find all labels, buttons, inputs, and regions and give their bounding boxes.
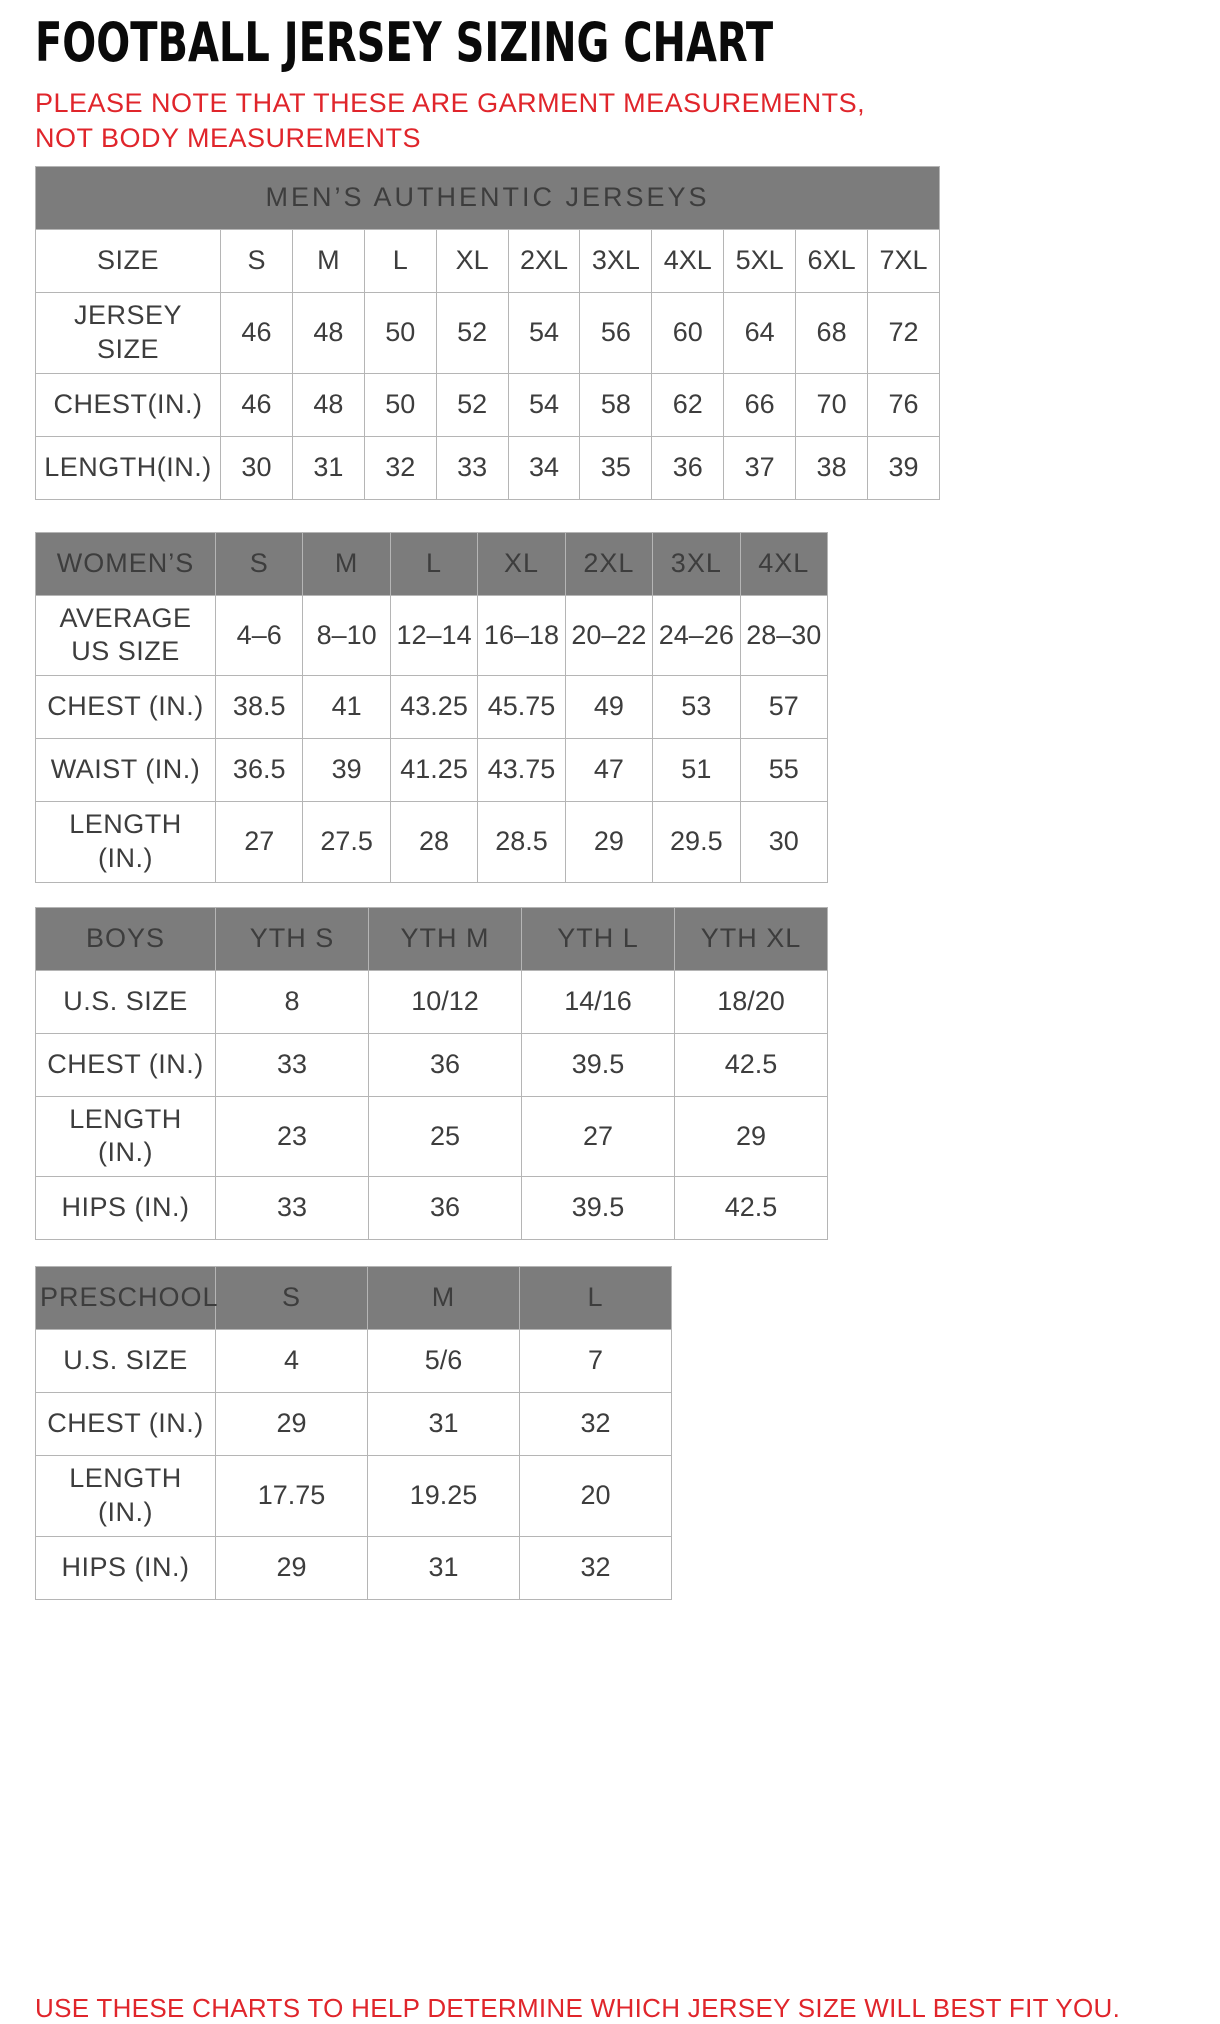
preschool-table-container [35,1266,1185,1600]
table-cell: 42.5 [675,1177,828,1240]
table-cell: 29.5 [653,802,740,883]
table-cell: 29 [216,1393,368,1456]
table-cell: 52 [436,293,508,374]
column-header: S [216,532,303,595]
table-cell: 14/16 [522,970,675,1033]
column-header: L [520,1267,672,1330]
mens-table-container [35,166,1185,500]
table-cell: 27 [522,1096,675,1177]
row-label: CHEST (IN.) [36,1393,216,1456]
table-row [36,1033,828,1096]
table-cell: 54 [508,293,580,374]
table-cell: 39 [303,739,390,802]
column-header: YTH XL [675,907,828,970]
row-label: U.S. SIZE [36,1330,216,1393]
row-label: LENGTH (IN.) [36,1096,216,1177]
table-cell: 33 [436,436,508,499]
table-row [36,230,940,293]
boys-sizing-table [35,907,828,1241]
table-cell: 18/20 [675,970,828,1033]
row-label: LENGTH (IN.) [36,802,216,883]
table-cell: 31 [368,1536,520,1599]
table-cell: 23 [216,1096,369,1177]
table-cell: 30 [740,802,827,883]
column-header: 2XL [565,532,652,595]
table-row [36,373,940,436]
column-header: YTH S [216,907,369,970]
table-cell: 19.25 [368,1456,520,1537]
table-cell: 55 [740,739,827,802]
garment-measurement-note: PLEASE NOTE THAT THESE ARE GARMENT MEASUREMENTS, NOT BODY MEASUREMENTS [35,88,866,154]
table-cell: 29 [565,802,652,883]
table-row [36,1330,672,1393]
table-cell: 16–18 [478,595,565,676]
table-cell: 25 [369,1096,522,1177]
table-row [36,436,940,499]
table-cell: 41.25 [390,739,477,802]
table-row [36,1393,672,1456]
table-cell: 34 [508,436,580,499]
table-cell: 52 [436,373,508,436]
table-cell: 12–14 [390,595,477,676]
table-row [36,802,828,883]
table-cell: 33 [216,1177,369,1240]
table-cell: 2XL [508,230,580,293]
table-cell: 46 [221,293,293,374]
column-header: YTH L [522,907,675,970]
table-cell: 68 [796,293,868,374]
mens-table-title: MEN’S AUTHENTIC JERSEYS [36,167,940,230]
table-cell: 20–22 [565,595,652,676]
table-cell: 31 [292,436,364,499]
row-label: LENGTH (IN.) [36,1456,216,1537]
table-cell: 53 [653,676,740,739]
column-header: S [216,1267,368,1330]
table-cell: 20 [520,1456,672,1537]
table-cell: 3XL [580,230,652,293]
womens-table-container [35,532,1185,883]
table-cell: 17.75 [216,1456,368,1537]
row-label: SIZE [36,230,221,293]
table-cell: 28 [390,802,477,883]
table-cell: 51 [653,739,740,802]
table-cell: 7XL [868,230,940,293]
boys-table-container [35,907,1185,1241]
table-cell: 10/12 [369,970,522,1033]
table-cell: 5/6 [368,1330,520,1393]
table-cell: 43.25 [390,676,477,739]
table-cell: 72 [868,293,940,374]
table-cell: 35 [580,436,652,499]
table-cell: M [292,230,364,293]
page-title: FOOTBALL JERSEY SIZING CHART [35,11,774,74]
table-cell: 27.5 [303,802,390,883]
preschool-table-title: PRESCHOOL [36,1267,216,1330]
table-cell: 42.5 [675,1033,828,1096]
table-cell: L [364,230,436,293]
table-cell: 36.5 [216,739,303,802]
table-cell: 28.5 [478,802,565,883]
table-cell: 31 [368,1393,520,1456]
table-row [36,970,828,1033]
table-cell: 38.5 [216,676,303,739]
table-cell: 54 [508,373,580,436]
row-label: WAIST (IN.) [36,739,216,802]
table-cell: S [221,230,293,293]
table-row [36,739,828,802]
table-cell: 6XL [796,230,868,293]
row-label: LENGTH(IN.) [36,436,221,499]
row-label: AVERAGE US SIZE [36,595,216,676]
row-label: CHEST(IN.) [36,373,221,436]
table-cell: 39 [868,436,940,499]
table-cell: 50 [364,293,436,374]
table-cell: 64 [724,293,796,374]
table-row [36,595,828,676]
table-row [36,1177,828,1240]
column-header: YTH M [369,907,522,970]
table-cell: 29 [675,1096,828,1177]
table-cell: 37 [724,436,796,499]
table-cell: 4XL [652,230,724,293]
table-cell: 49 [565,676,652,739]
table-cell: 29 [216,1536,368,1599]
table-cell: 70 [796,373,868,436]
table-cell: 5XL [724,230,796,293]
table-cell: 62 [652,373,724,436]
table-cell: 7 [520,1330,672,1393]
table-cell: 32 [364,436,436,499]
table-row [36,1536,672,1599]
table-cell: 4–6 [216,595,303,676]
table-cell: 4 [216,1330,368,1393]
table-cell: 8 [216,970,369,1033]
table-cell: 57 [740,676,827,739]
column-header: 4XL [740,532,827,595]
table-cell: 28–30 [740,595,827,676]
table-cell: 56 [580,293,652,374]
row-label: HIPS (IN.) [36,1177,216,1240]
column-header: 3XL [653,532,740,595]
mens-sizing-table [35,166,940,500]
table-cell: 39.5 [522,1177,675,1240]
table-cell: 76 [868,373,940,436]
table-cell: 50 [364,373,436,436]
table-cell: 41 [303,676,390,739]
table-cell: 30 [221,436,293,499]
table-cell: XL [436,230,508,293]
table-cell: 39.5 [522,1033,675,1096]
table-cell: 32 [520,1536,672,1599]
table-cell: 38 [796,436,868,499]
table-cell: 60 [652,293,724,374]
table-cell: 36 [652,436,724,499]
table-cell: 27 [216,802,303,883]
table-cell: 43.75 [478,739,565,802]
table-cell: 8–10 [303,595,390,676]
womens-table-title: WOMEN’S [36,532,216,595]
row-label: CHEST (IN.) [36,1033,216,1096]
column-header: M [368,1267,520,1330]
boys-table-title: BOYS [36,907,216,970]
column-header: L [390,532,477,595]
table-row [36,1456,672,1537]
table-cell: 24–26 [653,595,740,676]
table-cell: 48 [292,373,364,436]
table-cell: 32 [520,1393,672,1456]
womens-sizing-table [35,532,828,883]
table-cell: 66 [724,373,796,436]
fit-advice-note: USE THESE CHARTS TO HELP DETERMINE WHICH JERSEY SIZE WILL BEST FIT YOU. [35,1992,1121,2023]
table-row [36,1096,828,1177]
table-cell: 33 [216,1033,369,1096]
table-cell: 45.75 [478,676,565,739]
row-label: JERSEY SIZE [36,293,221,374]
table-cell: 36 [369,1033,522,1096]
table-cell: 36 [369,1177,522,1240]
preschool-sizing-table [35,1266,672,1600]
table-row [36,676,828,739]
row-label: U.S. SIZE [36,970,216,1033]
table-cell: 48 [292,293,364,374]
table-row [36,293,940,374]
table-cell: 46 [221,373,293,436]
column-header: M [303,532,390,595]
table-cell: 47 [565,739,652,802]
row-label: CHEST (IN.) [36,676,216,739]
row-label: HIPS (IN.) [36,1536,216,1599]
table-cell: 58 [580,373,652,436]
column-header: XL [478,532,565,595]
